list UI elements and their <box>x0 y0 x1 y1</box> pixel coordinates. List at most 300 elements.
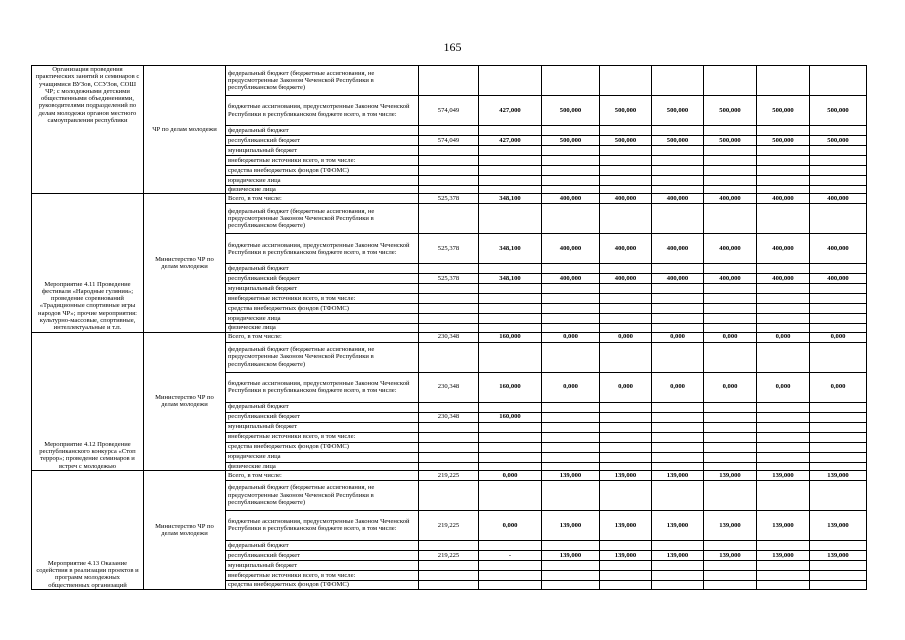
amount-cell <box>479 480 542 510</box>
amount-cell: 139,000 <box>542 550 600 560</box>
amount-cell <box>810 166 867 176</box>
activity-name-cell: Организация проведения практических занятий и семинаров с учащимися ВУЗов, ССУЗов, СОШ ЧР; с молодежными детскими общественными объединениями, руководителями подразделений по делам молодежи органов местного самоуправления республики <box>32 66 144 194</box>
funding-source-cell: физические лица <box>226 186 419 194</box>
amount-cell: 500,000 <box>810 96 867 126</box>
amount-cell: 160,000 <box>479 412 542 422</box>
amount-cell <box>419 342 479 372</box>
amount-cell <box>542 156 600 166</box>
amount-cell <box>600 176 652 186</box>
amount-cell <box>542 412 600 422</box>
amount-cell <box>419 204 479 234</box>
amount-cell <box>419 442 479 452</box>
amount-cell: 500,000 <box>600 136 652 146</box>
amount-cell: 0,000 <box>757 332 810 342</box>
funding-source-cell: республиканский бюджет <box>226 136 419 146</box>
amount-cell <box>757 324 810 332</box>
amount-cell <box>757 560 810 570</box>
amount-cell <box>479 204 542 234</box>
funding-source-cell: средства внебюджетных фондов (ТФОМС) <box>226 442 419 452</box>
amount-cell <box>652 146 704 156</box>
amount-cell <box>600 294 652 304</box>
amount-cell <box>419 166 479 176</box>
amount-cell: 400,000 <box>652 274 704 284</box>
funding-source-cell: Всего, в том числе: <box>226 194 419 204</box>
amount-cell <box>757 402 810 412</box>
amount-cell <box>704 342 757 372</box>
amount-cell <box>542 442 600 452</box>
amount-cell: 400,000 <box>652 194 704 204</box>
amount-cell <box>419 570 479 580</box>
amount-cell <box>600 452 652 462</box>
amount-cell <box>479 462 542 470</box>
amount-cell <box>419 324 479 332</box>
amount-cell <box>810 264 867 274</box>
amount-cell: 348,100 <box>479 274 542 284</box>
amount-cell <box>810 186 867 194</box>
amount-cell <box>704 176 757 186</box>
amount-cell <box>810 480 867 510</box>
amount-cell <box>810 560 867 570</box>
amount-cell <box>704 294 757 304</box>
amount-cell <box>652 166 704 176</box>
amount-cell <box>600 264 652 274</box>
amount-cell <box>757 264 810 274</box>
amount-cell: 230,348 <box>419 412 479 422</box>
amount-cell <box>479 264 542 274</box>
amount-cell <box>652 570 704 580</box>
amount-cell <box>419 264 479 274</box>
amount-cell <box>757 580 810 589</box>
funding-source-cell: муниципальный бюджет <box>226 560 419 570</box>
amount-cell: 400,000 <box>810 274 867 284</box>
amount-cell <box>652 284 704 294</box>
amount-cell <box>704 264 757 274</box>
amount-cell <box>757 146 810 156</box>
amount-cell <box>704 166 757 176</box>
amount-cell <box>704 314 757 324</box>
amount-cell <box>757 342 810 372</box>
amount-cell: 400,000 <box>600 194 652 204</box>
executor-cell: Министерство ЧР по делам молодежи <box>144 332 226 470</box>
amount-cell <box>652 304 704 314</box>
table-row <box>32 470 867 480</box>
amount-cell <box>810 342 867 372</box>
amount-cell: 139,000 <box>704 550 757 560</box>
amount-cell <box>652 126 704 136</box>
amount-cell <box>810 304 867 314</box>
amount-cell <box>704 462 757 470</box>
amount-cell <box>479 402 542 412</box>
amount-cell: 0,000 <box>757 372 810 402</box>
amount-cell <box>810 176 867 186</box>
amount-cell <box>757 462 810 470</box>
funding-source-cell: внебюджетные источники всего, в том числе: <box>226 294 419 304</box>
amount-cell <box>479 146 542 156</box>
funding-source-cell: республиканский бюджет <box>226 412 419 422</box>
amount-cell: 400,000 <box>542 234 600 264</box>
table-row <box>32 194 867 204</box>
amount-cell <box>652 186 704 194</box>
amount-cell <box>542 146 600 156</box>
amount-cell <box>542 204 600 234</box>
amount-cell <box>757 126 810 136</box>
funding-source-cell: муниципальный бюджет <box>226 422 419 432</box>
amount-cell <box>704 570 757 580</box>
amount-cell <box>479 156 542 166</box>
amount-cell <box>757 432 810 442</box>
funding-source-cell: юридические лица <box>226 176 419 186</box>
funding-source-cell: юридические лица <box>226 314 419 324</box>
amount-cell: 0,000 <box>810 372 867 402</box>
amount-cell: 139,000 <box>652 550 704 560</box>
amount-cell <box>600 560 652 570</box>
amount-cell <box>704 126 757 136</box>
amount-cell <box>810 156 867 166</box>
funding-source-cell: бюджетные ассигнования, предусмотренные Законом Чеченской Республики в республиканском бюджете всего, в том числе: <box>226 372 419 402</box>
table-row <box>32 332 867 342</box>
amount-cell <box>479 432 542 442</box>
amount-cell <box>419 480 479 510</box>
activity-name-cell: Мероприятие 4.12 Проведение республиканского конкурса «Стоп террор»; проведение семинаров и встреч с молодежью <box>32 332 144 470</box>
amount-cell <box>704 412 757 422</box>
amount-cell: 400,000 <box>600 274 652 284</box>
amount-cell <box>757 480 810 510</box>
funding-source-cell: Всего, в том числе: <box>226 470 419 480</box>
amount-cell: 525,378 <box>419 234 479 264</box>
amount-cell <box>419 284 479 294</box>
amount-cell <box>757 294 810 304</box>
amount-cell <box>704 324 757 332</box>
amount-cell: 0,000 <box>600 372 652 402</box>
amount-cell <box>600 480 652 510</box>
amount-cell: 400,000 <box>652 234 704 264</box>
amount-cell: 500,000 <box>757 136 810 146</box>
amount-cell <box>542 560 600 570</box>
amount-cell <box>704 66 757 96</box>
amount-cell <box>652 402 704 412</box>
amount-cell <box>542 432 600 442</box>
amount-cell <box>810 422 867 432</box>
amount-cell <box>757 204 810 234</box>
amount-cell <box>652 540 704 550</box>
amount-cell <box>810 412 867 422</box>
amount-cell <box>600 580 652 589</box>
amount-cell: 139,000 <box>810 510 867 540</box>
amount-cell: 139,000 <box>757 470 810 480</box>
amount-cell <box>757 412 810 422</box>
amount-cell: 500,000 <box>810 136 867 146</box>
amount-cell <box>419 304 479 314</box>
amount-cell <box>600 284 652 294</box>
amount-cell: 0,000 <box>479 510 542 540</box>
amount-cell <box>542 176 600 186</box>
amount-cell <box>479 580 542 589</box>
amount-cell <box>810 324 867 332</box>
amount-cell: 139,000 <box>652 470 704 480</box>
amount-cell <box>419 432 479 442</box>
amount-cell: 400,000 <box>810 234 867 264</box>
funding-source-cell: внебюджетные источники всего, в том числе: <box>226 570 419 580</box>
amount-cell: 139,000 <box>757 550 810 560</box>
amount-cell <box>652 452 704 462</box>
amount-cell: 139,000 <box>600 510 652 540</box>
amount-cell <box>757 284 810 294</box>
funding-source-cell: физические лица <box>226 324 419 332</box>
amount-cell <box>542 540 600 550</box>
funding-source-cell: средства внебюджетных фондов (ТФОМС) <box>226 166 419 176</box>
amount-cell <box>704 452 757 462</box>
amount-cell <box>542 402 600 412</box>
amount-cell <box>704 284 757 294</box>
amount-cell: 400,000 <box>600 234 652 264</box>
amount-cell: 400,000 <box>757 194 810 204</box>
amount-cell <box>419 156 479 166</box>
amount-cell <box>479 66 542 96</box>
amount-cell <box>757 156 810 166</box>
amount-cell <box>810 442 867 452</box>
amount-cell <box>542 580 600 589</box>
amount-cell: 0,000 <box>704 372 757 402</box>
amount-cell: 139,000 <box>600 470 652 480</box>
amount-cell <box>652 66 704 96</box>
amount-cell <box>479 560 542 570</box>
amount-cell: 139,000 <box>810 550 867 560</box>
amount-cell <box>810 126 867 136</box>
amount-cell: 139,000 <box>810 470 867 480</box>
amount-cell <box>600 540 652 550</box>
amount-cell: 500,000 <box>652 96 704 126</box>
amount-cell <box>479 342 542 372</box>
amount-cell: 427,000 <box>479 96 542 126</box>
funding-source-cell: средства внебюджетных фондов (ТФОМС) <box>226 304 419 314</box>
amount-cell <box>542 452 600 462</box>
amount-cell: 400,000 <box>704 274 757 284</box>
amount-cell <box>479 304 542 314</box>
funding-source-cell: юридические лица <box>226 452 419 462</box>
amount-cell: 400,000 <box>704 194 757 204</box>
amount-cell <box>652 342 704 372</box>
amount-cell <box>810 204 867 234</box>
amount-cell: 400,000 <box>704 234 757 264</box>
amount-cell <box>810 66 867 96</box>
amount-cell <box>542 462 600 470</box>
amount-cell <box>810 294 867 304</box>
funding-source-cell: федеральный бюджет <box>226 126 419 136</box>
amount-cell: 427,000 <box>479 136 542 146</box>
funding-source-cell: физические лица <box>226 462 419 470</box>
funding-source-cell: федеральный бюджет <box>226 264 419 274</box>
amount-cell <box>810 314 867 324</box>
amount-cell: 230,348 <box>419 332 479 342</box>
amount-cell <box>542 314 600 324</box>
amount-cell <box>757 166 810 176</box>
amount-cell <box>652 422 704 432</box>
amount-cell: 400,000 <box>810 194 867 204</box>
amount-cell <box>810 146 867 156</box>
amount-cell <box>757 540 810 550</box>
funding-source-cell: муниципальный бюджет <box>226 284 419 294</box>
amount-cell <box>479 422 542 432</box>
amount-cell: 500,000 <box>704 136 757 146</box>
amount-cell <box>479 126 542 136</box>
funding-source-cell: внебюджетные источники всего, в том числе: <box>226 156 419 166</box>
amount-cell <box>704 204 757 234</box>
amount-cell <box>757 452 810 462</box>
amount-cell <box>652 442 704 452</box>
amount-cell: 400,000 <box>757 234 810 264</box>
amount-cell: 348,100 <box>479 194 542 204</box>
amount-cell <box>542 422 600 432</box>
amount-cell <box>600 204 652 234</box>
amount-cell <box>479 284 542 294</box>
amount-cell <box>704 432 757 442</box>
funding-source-cell: внебюджетные источники всего, в том числе: <box>226 432 419 442</box>
executor-cell: Министерство ЧР по делам молодежи <box>144 470 226 589</box>
amount-cell <box>810 452 867 462</box>
amount-cell <box>652 580 704 589</box>
amount-cell: 219,225 <box>419 510 479 540</box>
amount-cell: 500,000 <box>757 96 810 126</box>
amount-cell: 230,348 <box>419 372 479 402</box>
amount-cell <box>704 156 757 166</box>
amount-cell <box>757 314 810 324</box>
amount-cell <box>600 422 652 432</box>
amount-cell <box>419 580 479 589</box>
funding-source-cell: бюджетные ассигнования, предусмотренные Законом Чеченской Республики в республиканском бюджете всего, в том числе: <box>226 234 419 264</box>
amount-cell <box>419 314 479 324</box>
funding-source-cell: федеральный бюджет (бюджетные ассигнования, не предусмотренные Законом Чеченской Республики в республиканском бюджете) <box>226 204 419 234</box>
amount-cell <box>419 66 479 96</box>
amount-cell <box>600 166 652 176</box>
amount-cell <box>600 412 652 422</box>
amount-cell <box>419 176 479 186</box>
amount-cell <box>652 412 704 422</box>
amount-cell <box>704 146 757 156</box>
amount-cell <box>652 156 704 166</box>
amount-cell <box>542 284 600 294</box>
amount-cell <box>704 580 757 589</box>
amount-cell <box>419 294 479 304</box>
amount-cell <box>600 186 652 194</box>
amount-cell: 500,000 <box>652 136 704 146</box>
amount-cell <box>479 166 542 176</box>
amount-cell <box>652 314 704 324</box>
amount-cell: 139,000 <box>704 470 757 480</box>
amount-cell <box>479 294 542 304</box>
amount-cell <box>652 264 704 274</box>
amount-cell <box>810 580 867 589</box>
funding-source-cell: бюджетные ассигнования, предусмотренные Законом Чеченской Республики в республиканском бюджете всего, в том числе: <box>226 96 419 126</box>
amount-cell <box>542 324 600 332</box>
amount-cell: 160,000 <box>479 332 542 342</box>
amount-cell <box>757 304 810 314</box>
activity-name-cell: Мероприятие 4.13 Оказание содействия в реализации проектов и программ молодежных общественных организаций <box>32 470 144 589</box>
funding-source-cell: Всего, в том числе: <box>226 332 419 342</box>
amount-cell <box>704 304 757 314</box>
amount-cell: 400,000 <box>542 194 600 204</box>
amount-cell: 0,000 <box>704 332 757 342</box>
amount-cell: 0,000 <box>542 372 600 402</box>
funding-source-cell: бюджетные ассигнования, предусмотренные Законом Чеченской Республики в республиканском бюджете всего, в том числе: <box>226 510 419 540</box>
amount-cell <box>810 540 867 550</box>
amount-cell: 219,225 <box>419 470 479 480</box>
amount-cell <box>419 452 479 462</box>
amount-cell <box>542 304 600 314</box>
amount-cell <box>479 186 542 194</box>
amount-cell <box>757 442 810 452</box>
amount-cell <box>757 176 810 186</box>
amount-cell <box>810 432 867 442</box>
amount-cell: 0,000 <box>600 332 652 342</box>
amount-cell: 348,100 <box>479 234 542 264</box>
amount-cell <box>419 146 479 156</box>
activity-name-cell: Мероприятие 4.11 Проведение фестиваля «Народные гуляния»; проведение соревнований «Традиционные спортивные игры народов ЧР»; прочие мероприятия: культурно-массовые, спортивные, интеллектуальные и т.п. <box>32 194 144 332</box>
amount-cell: - <box>479 550 542 560</box>
amount-cell: 139,000 <box>757 510 810 540</box>
amount-cell: 139,000 <box>542 470 600 480</box>
amount-cell: 139,000 <box>600 550 652 560</box>
amount-cell <box>704 560 757 570</box>
funding-source-cell: федеральный бюджет (бюджетные ассигнования, не предусмотренные Законом Чеченской Республики в республиканском бюджете) <box>226 480 419 510</box>
funding-source-cell: федеральный бюджет <box>226 540 419 550</box>
amount-cell <box>479 452 542 462</box>
amount-cell <box>810 462 867 470</box>
amount-cell <box>704 422 757 432</box>
funding-source-cell: муниципальный бюджет <box>226 146 419 156</box>
amount-cell <box>757 422 810 432</box>
funding-source-cell: федеральный бюджет (бюджетные ассигнования, не предусмотренные Законом Чеченской Республики в республиканском бюджете) <box>226 342 419 372</box>
amount-cell <box>479 540 542 550</box>
amount-cell: 139,000 <box>542 510 600 540</box>
amount-cell <box>479 324 542 332</box>
amount-cell <box>419 422 479 432</box>
amount-cell <box>600 342 652 372</box>
amount-cell <box>704 402 757 412</box>
amount-cell <box>600 570 652 580</box>
amount-cell: 500,000 <box>600 96 652 126</box>
amount-cell <box>810 570 867 580</box>
amount-cell <box>704 442 757 452</box>
amount-cell: 160,000 <box>479 372 542 402</box>
amount-cell <box>542 570 600 580</box>
amount-cell <box>652 480 704 510</box>
amount-cell: 0,000 <box>479 470 542 480</box>
amount-cell <box>652 432 704 442</box>
amount-cell <box>652 176 704 186</box>
amount-cell <box>419 540 479 550</box>
amount-cell: 574,049 <box>419 96 479 126</box>
amount-cell <box>704 540 757 550</box>
amount-cell <box>600 146 652 156</box>
amount-cell <box>810 284 867 294</box>
amount-cell: 0,000 <box>652 372 704 402</box>
amount-cell <box>704 480 757 510</box>
amount-cell: 0,000 <box>810 332 867 342</box>
amount-cell <box>419 126 479 136</box>
amount-cell <box>479 314 542 324</box>
funding-table <box>31 65 867 590</box>
amount-cell <box>810 402 867 412</box>
amount-cell <box>757 66 810 96</box>
funding-source-cell: республиканский бюджет <box>226 274 419 284</box>
funding-source-cell: федеральный бюджет (бюджетные ассигнования, не предусмотренные Законом Чеченской Республики в республиканском бюджете) <box>226 66 419 96</box>
table-row <box>32 66 867 96</box>
executor-cell: Министерство ЧР по делам молодежи <box>144 194 226 332</box>
amount-cell: 574,049 <box>419 136 479 146</box>
amount-cell <box>704 186 757 194</box>
amount-cell <box>542 166 600 176</box>
amount-cell <box>419 402 479 412</box>
